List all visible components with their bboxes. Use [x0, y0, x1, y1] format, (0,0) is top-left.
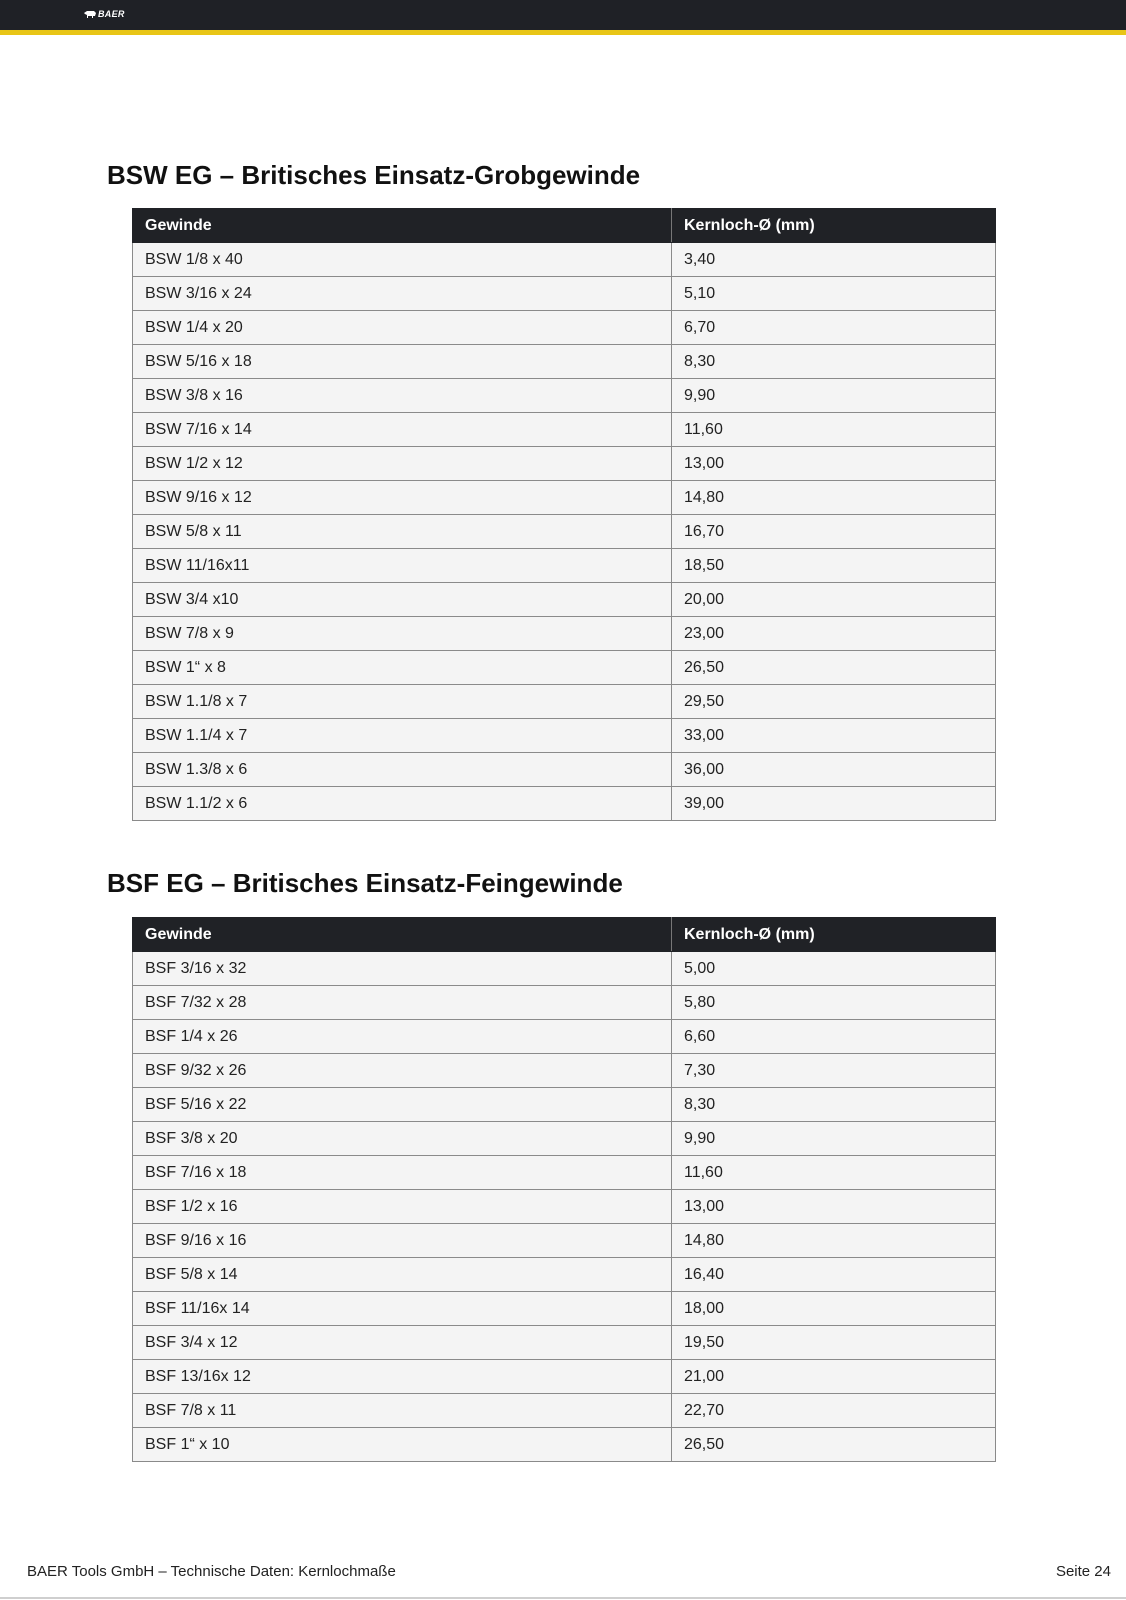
table-row — [133, 685, 996, 719]
table-row — [133, 243, 996, 277]
cell-gewinde: BSF 13/16x 12 — [133, 1360, 672, 1394]
table-row — [133, 1292, 996, 1326]
bear-icon — [84, 10, 96, 18]
table-row — [133, 787, 996, 821]
table-row — [133, 753, 996, 787]
cell-kernloch: 33,00 — [672, 719, 996, 753]
table-row — [133, 1020, 996, 1054]
table-row — [133, 1224, 996, 1258]
cell-kernloch: 22,70 — [672, 1394, 996, 1428]
table-row — [133, 583, 996, 617]
cell-kernloch: 3,40 — [672, 243, 996, 277]
cell-gewinde: BSF 5/8 x 14 — [133, 1258, 672, 1292]
cell-kernloch: 14,80 — [672, 481, 996, 515]
cell-gewinde: BSF 1/4 x 26 — [133, 1020, 672, 1054]
cell-kernloch: 26,50 — [672, 651, 996, 685]
cell-gewinde: BSF 5/16 x 22 — [133, 1088, 672, 1122]
brand-logo — [84, 8, 125, 20]
cell-gewinde: BSF 3/8 x 20 — [133, 1122, 672, 1156]
table-row — [133, 345, 996, 379]
cell-kernloch: 6,60 — [672, 1020, 996, 1054]
cell-kernloch: 19,50 — [672, 1326, 996, 1360]
cell-kernloch: 7,30 — [672, 1054, 996, 1088]
cell-gewinde: BSW 1“ x 8 — [133, 651, 672, 685]
cell-kernloch: 8,30 — [672, 345, 996, 379]
bsw-table — [132, 208, 996, 821]
cell-kernloch: 5,10 — [672, 277, 996, 311]
cell-gewinde: BSF 3/16 x 32 — [133, 952, 672, 986]
cell-gewinde: BSW 3/16 x 24 — [133, 277, 672, 311]
cell-kernloch: 20,00 — [672, 583, 996, 617]
cell-kernloch: 23,00 — [672, 617, 996, 651]
table-row — [133, 952, 996, 986]
cell-gewinde: BSW 3/4 x10 — [133, 583, 672, 617]
cell-gewinde: BSW 1.3/8 x 6 — [133, 753, 672, 787]
cell-gewinde: BSW 3/8 x 16 — [133, 379, 672, 413]
cell-kernloch: 16,70 — [672, 515, 996, 549]
cell-gewinde: BSW 5/8 x 11 — [133, 515, 672, 549]
table-row — [133, 1258, 996, 1292]
cell-gewinde: BSF 7/32 x 28 — [133, 986, 672, 1020]
cell-kernloch: 9,90 — [672, 379, 996, 413]
table-row — [133, 447, 996, 481]
page-number: Seite 24 — [1055, 1563, 1111, 1580]
cell-gewinde: BSW 1.1/4 x 7 — [133, 719, 672, 753]
section-title-bsw: BSW EG – Britisches Einsatz-Grobgewinde — [107, 160, 641, 190]
cell-gewinde: BSW 9/16 x 12 — [133, 481, 672, 515]
table-row — [133, 1190, 996, 1224]
table-row — [133, 1394, 996, 1428]
cell-gewinde: BSW 11/16x11 — [133, 549, 672, 583]
column-header-gewinde: Gewinde — [133, 209, 672, 243]
column-header-kernloch: Kernloch-Ø (mm) — [672, 918, 996, 952]
cell-gewinde: BSW 1.1/2 x 6 — [133, 787, 672, 821]
cell-kernloch: 6,70 — [672, 311, 996, 345]
cell-kernloch: 13,00 — [672, 447, 996, 481]
cell-kernloch: 21,00 — [672, 1360, 996, 1394]
cell-kernloch: 14,80 — [672, 1224, 996, 1258]
table-row — [133, 1326, 996, 1360]
table-row — [133, 1428, 996, 1462]
column-header-gewinde: Gewinde — [133, 918, 672, 952]
cell-gewinde: BSW 1/8 x 40 — [133, 243, 672, 277]
table-row — [133, 719, 996, 753]
table-row — [133, 1156, 996, 1190]
table-row — [133, 617, 996, 651]
cell-gewinde: BSF 9/16 x 16 — [133, 1224, 672, 1258]
cell-gewinde: BSF 9/32 x 26 — [133, 1054, 672, 1088]
cell-gewinde: BSW 5/16 x 18 — [133, 345, 672, 379]
cell-gewinde: BSW 7/16 x 14 — [133, 413, 672, 447]
header-bar — [0, 0, 1126, 30]
cell-kernloch: 5,80 — [672, 986, 996, 1020]
cell-kernloch: 36,00 — [672, 753, 996, 787]
cell-kernloch: 18,50 — [672, 549, 996, 583]
cell-kernloch: 9,90 — [672, 1122, 996, 1156]
cell-kernloch: 18,00 — [672, 1292, 996, 1326]
cell-gewinde: BSW 7/8 x 9 — [133, 617, 672, 651]
cell-kernloch: 11,60 — [672, 413, 996, 447]
footer-divider — [0, 1597, 1126, 1599]
table-row — [133, 413, 996, 447]
table-row — [133, 515, 996, 549]
logo-text: BAER — [98, 9, 125, 19]
cell-gewinde: BSW 1/4 x 20 — [133, 311, 672, 345]
cell-gewinde: BSF 11/16x 14 — [133, 1292, 672, 1326]
cell-kernloch: 5,00 — [672, 952, 996, 986]
table-row — [133, 311, 996, 345]
cell-gewinde: BSF 1/2 x 16 — [133, 1190, 672, 1224]
table-row — [133, 277, 996, 311]
cell-gewinde: BSF 7/16 x 18 — [133, 1156, 672, 1190]
section-title-bsf: BSF EG – Britisches Einsatz-Feingewinde — [107, 868, 623, 898]
table-row — [133, 1360, 996, 1394]
cell-kernloch: 13,00 — [672, 1190, 996, 1224]
cell-kernloch: 11,60 — [672, 1156, 996, 1190]
table-row — [133, 379, 996, 413]
cell-kernloch: 26,50 — [672, 1428, 996, 1462]
table-row — [133, 651, 996, 685]
table-row — [133, 986, 996, 1020]
table-header-row — [133, 918, 996, 952]
cell-kernloch: 29,50 — [672, 685, 996, 719]
table-row — [133, 1054, 996, 1088]
cell-kernloch: 8,30 — [672, 1088, 996, 1122]
cell-gewinde: BSW 1.1/8 x 7 — [133, 685, 672, 719]
cell-gewinde: BSF 3/4 x 12 — [133, 1326, 672, 1360]
cell-gewinde: BSW 1/2 x 12 — [133, 447, 672, 481]
footer-company: BAER Tools GmbH – Technische Daten: Kernlochmaße — [27, 1563, 396, 1580]
cell-gewinde: BSF 7/8 x 11 — [133, 1394, 672, 1428]
table-row — [133, 549, 996, 583]
accent-stripe — [0, 30, 1126, 35]
cell-kernloch: 39,00 — [672, 787, 996, 821]
column-header-kernloch: Kernloch-Ø (mm) — [672, 209, 996, 243]
table-row — [133, 1088, 996, 1122]
table-header-row — [133, 209, 996, 243]
cell-gewinde: BSF 1“ x 10 — [133, 1428, 672, 1462]
table-row — [133, 1122, 996, 1156]
bsf-table — [132, 917, 996, 1462]
table-row — [133, 481, 996, 515]
cell-kernloch: 16,40 — [672, 1258, 996, 1292]
